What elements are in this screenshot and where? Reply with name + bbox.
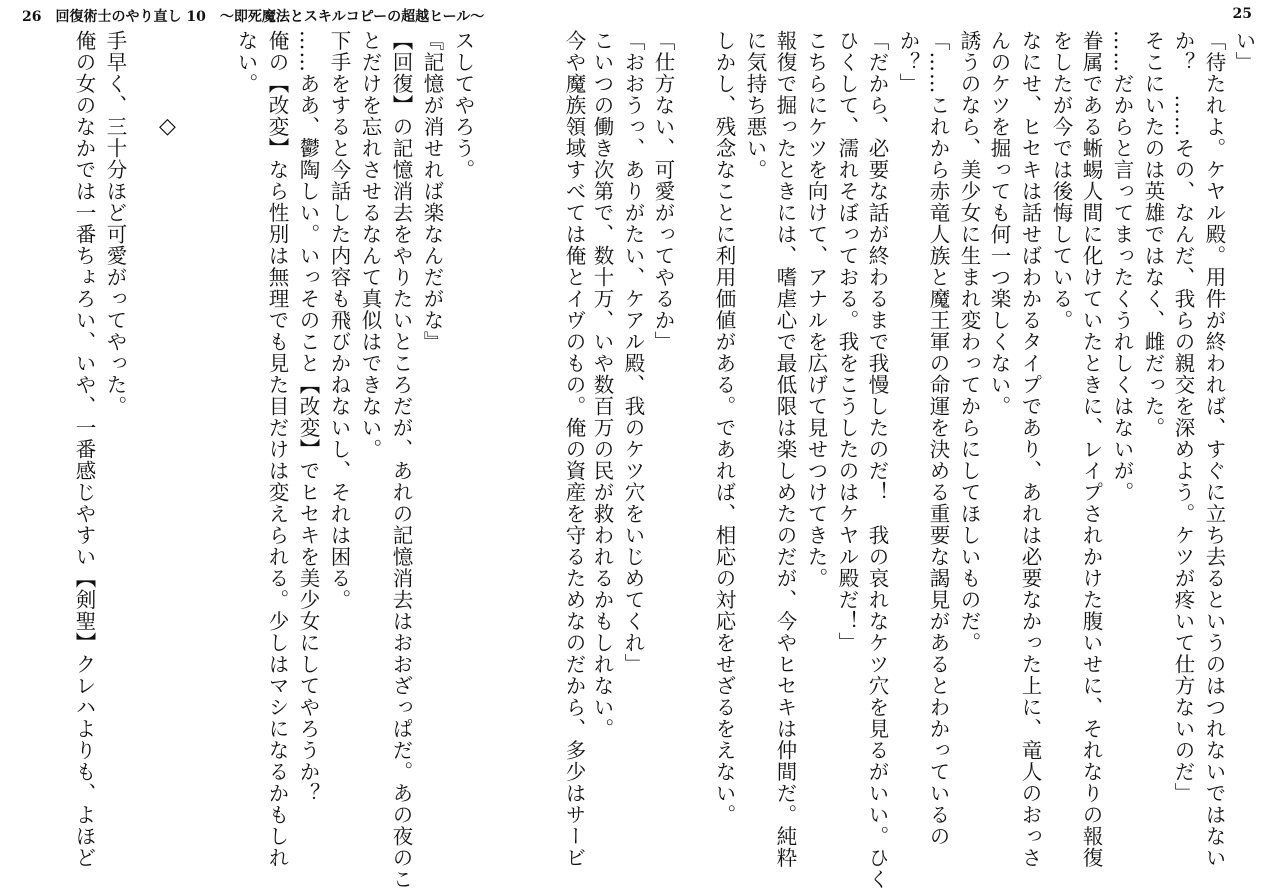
text-line: 「おおうっ、ありがたい、ケアル殿、我のケツ穴をいじめてくれ」 <box>621 30 645 675</box>
text-line: 「……これから赤竜人族と魔王軍の命運を決める重要な謁見があるとわかっているの <box>926 30 950 847</box>
text-line: ……ああ、鬱陶しい。いっそのこと【改変】でヒセキを美少女にしてやろうか？ <box>296 30 320 804</box>
text-line: か？ ……その、なんだ、我らの親交を深めよう。ケツが疼いて仕方ないのだ」 <box>1171 30 1195 804</box>
text-line: とだけを忘れさせるなんて真似はできない。 <box>358 30 382 460</box>
text-line <box>680 30 708 830</box>
text-line: ……だからと言ってまったくうれしくはないが。 <box>1110 30 1134 503</box>
text-line: 眷属である蜥蜴人間に化けていたときに、レイプされかけた腹いせに、それなりの報復 <box>1079 30 1103 869</box>
text-line: 報復で掘ったときには、嗜虐心で最低限は楽しめたのだが、今やヒセキは仲間だ。純粋 <box>773 30 797 869</box>
text-line: 「待たれよ。ケヤル殿。用件が終われば、すぐに立ち去るというのはつれないではない <box>1202 30 1226 869</box>
text-line: 俺の【改変】なら性別は無理でも見た目だけは変えられる。少しはマシになるかもしれ <box>265 30 289 869</box>
page-25 <box>560 30 1260 890</box>
text-line: こいつの働き次第で、数十万、いや数百万の民が救われるかもしれない。 <box>590 30 614 740</box>
text-line: 「だから、必要な話が終わるまで我慢したのだ！ 我の哀れなケツ穴を見るがいい。ひく <box>865 30 889 890</box>
text-line: 誘うのなら、美少女に生まれ変わってからにしてほしいものだ。 <box>957 30 981 654</box>
text-line: こちらにケツを向けて、アナルを広げて見せつけてきた。 <box>804 30 828 589</box>
text-line: 【回復】の記憶消去をやりたいところだが、あれの記憶消去はおおざっぱだ。あの夜のこ <box>389 30 413 890</box>
text-line: 今や魔族領域すべては俺とイヴのもの。俺の資産を守るためなのだから、多少はサービ <box>562 30 586 869</box>
page-26 <box>15 30 545 890</box>
text-line: なにせ、ヒセキは話せばわかるタイプであり、あれは必要なかった上に、竜人のおっさ <box>1018 30 1042 869</box>
text-line: スしてやろう。 <box>451 30 475 181</box>
text-line: しかし、残念なことに利用価値がある。であれば、相応の対応をせざるをえない。 <box>712 30 736 826</box>
text-line: ひくして、濡れそぼっておる。我をこうしたのはケヤル殿だ！」 <box>835 30 859 654</box>
text-line: ない。 <box>234 30 258 95</box>
text-line: そこにいたのは英雄ではなく、雌だった。 <box>1141 30 1165 439</box>
section-break-diamond-icon: ◇ <box>159 114 176 139</box>
text-line: 手早く、三十分ほど可愛がってやった。 <box>103 30 127 417</box>
text-line: 「仕方ない、可愛がってやるか」 <box>651 30 675 353</box>
page-header-left: 26 回復術士のやり直し 10 〜即死魔法とスキルコピーの超越ヒール〜 <box>22 9 485 25</box>
text-line: に気持ち悪い。 <box>743 30 767 181</box>
text-line: 『記憶が消せれば楽なんだがな』 <box>420 30 444 353</box>
text-line: んのケツを掘っても何一つ楽しくない。 <box>987 30 1011 417</box>
text-line: い」 <box>1232 30 1256 73</box>
text-line: 下手をすると今話した内容も飛びかねないし、それは困る。 <box>327 30 351 611</box>
text-line: 俺の女のなかでは一番ちょろい、いや、一番感じやすい【剣聖】クレハよりも、よほど <box>72 30 96 869</box>
text-line: か？」 <box>896 30 920 95</box>
text-line: をしたが今では後悔している。 <box>1049 30 1073 331</box>
page-number-right: 25 <box>1232 6 1252 22</box>
